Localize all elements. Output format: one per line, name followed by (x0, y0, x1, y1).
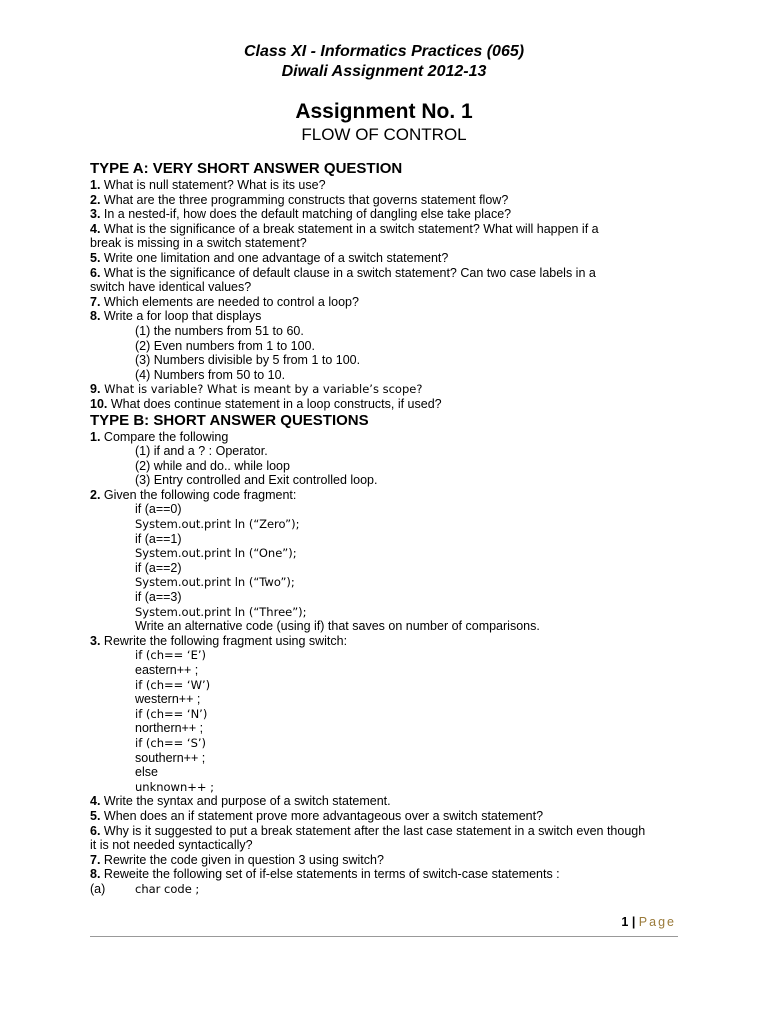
code-line: if (ch== ‘E’) (135, 648, 206, 663)
sub-item: (1) the numbers from 51 to 60. (135, 323, 304, 338)
course-title: Class XI - Informatics Practices (065) (243, 43, 525, 60)
page-footer: 1 | Page (621, 915, 676, 929)
question-b5: 5. When does an if statement prove more advantageous over a switch statement? (90, 808, 544, 823)
question-a4: 4. What is the significance of a break statement in a switch statement? What will happen if a (90, 221, 599, 236)
code-line: if (a==3) (135, 590, 182, 605)
question-b6: 6. Why is it suggested to put a break statement after the last case statement in a switch even though (90, 823, 646, 838)
sub-item: (3) Numbers divisible by 5 from 1 to 100. (135, 353, 361, 368)
question-a4-cont: break is missing in a switch statement? (90, 236, 307, 251)
question-a7: 7. Which elements are needed to control a loop? (90, 294, 359, 309)
code-line: if (ch== ‘S’) (135, 735, 207, 750)
code-line: northern++ ; (135, 721, 204, 736)
code-line: if (ch== ‘N’) (135, 706, 208, 721)
question-list (90, 160, 690, 897)
question-b8: 8. Reweite the following set of if-else statements in terms of switch-case statements : (90, 867, 560, 882)
question-b6-cont: it is not needed syntactically? (90, 838, 253, 853)
code-line: if (a==2) (135, 560, 182, 575)
sub-item: (2) while and do.. while loop (135, 458, 290, 473)
assignment-title: Diwali Assignment 2012-13 (281, 63, 487, 80)
code-line: else (135, 765, 158, 780)
footer-divider (90, 936, 678, 937)
sub-item: (2) Even numbers from 1 to 100. (135, 338, 315, 353)
code-line: System.out.print ln (“Three”); (135, 604, 307, 619)
question-b4: 4. Write the syntax and purpose of a switch statement. (90, 794, 391, 809)
code-line: southern++ ; (135, 750, 206, 765)
page-number: 1 (621, 915, 629, 929)
question-b2: 2. Given the following code fragment: (90, 487, 297, 502)
question-a2: 2. What are the three programming constructs that governs statement flow? (90, 192, 509, 207)
question-a1: 1. What is null statement? What is its use? (90, 178, 326, 192)
question-a3: 3. In a nested-if, how does the default matching of dangling else take place? (90, 207, 512, 222)
page-word: Page (638, 915, 676, 929)
code-line: if (ch== ‘W’) (135, 677, 211, 692)
sub-item: (4) Numbers from 50 to 10. (135, 367, 286, 382)
code-line: if (a==0) (135, 502, 182, 517)
code-line: if (a==1) (135, 531, 182, 546)
sub-item: (3) Entry controlled and Exit controlled loop. (135, 473, 378, 488)
sub-item: (1) if and a ? : Operator. (135, 444, 268, 459)
question-a6: 6. What is the significance of default clause in a switch statement? Can two case labels in a (90, 265, 596, 280)
code-line: System.out.print ln (“One”); (135, 546, 297, 561)
code-line: System.out.print ln (“Two”); (135, 575, 295, 590)
code-line: western++ ; (135, 692, 201, 707)
question-b1: 1. Compare the following (90, 429, 229, 444)
page-subtitle: FLOW OF CONTROL (301, 125, 467, 144)
question-a10: 10. What does continue statement in a loop constructs, if used? (90, 396, 442, 411)
question-a9: 9. What is variable? What is meant by a variable’s scope? (90, 382, 423, 397)
page-title: Assignment No. 1 (295, 100, 473, 123)
code-line: System.out.print ln (“Zero”); (135, 517, 300, 532)
question-b2-instruction: Write an alternative code (using if) that saves on number of comparisons. (135, 619, 540, 634)
question-b3: 3. Rewrite the following fragment using switch: (90, 633, 348, 648)
question-a5: 5. Write one limitation and one advantage of a switch statement? (90, 250, 449, 265)
question-b8a: (a) char code ; (90, 881, 200, 896)
question-a8: 8. Write a for loop that displays (90, 309, 262, 324)
code-line: eastern++ ; (135, 663, 199, 677)
code-line: unknown++ ; (135, 779, 215, 794)
section-b-heading: TYPE B: SHORT ANSWER QUESTIONS (90, 411, 369, 429)
question-a6-cont: switch have identical values? (90, 280, 252, 295)
question-b7: 7. Rewrite the code given in question 3 using switch? (90, 852, 384, 867)
section-a-heading: TYPE A: VERY SHORT ANSWER QUESTION (90, 160, 403, 177)
